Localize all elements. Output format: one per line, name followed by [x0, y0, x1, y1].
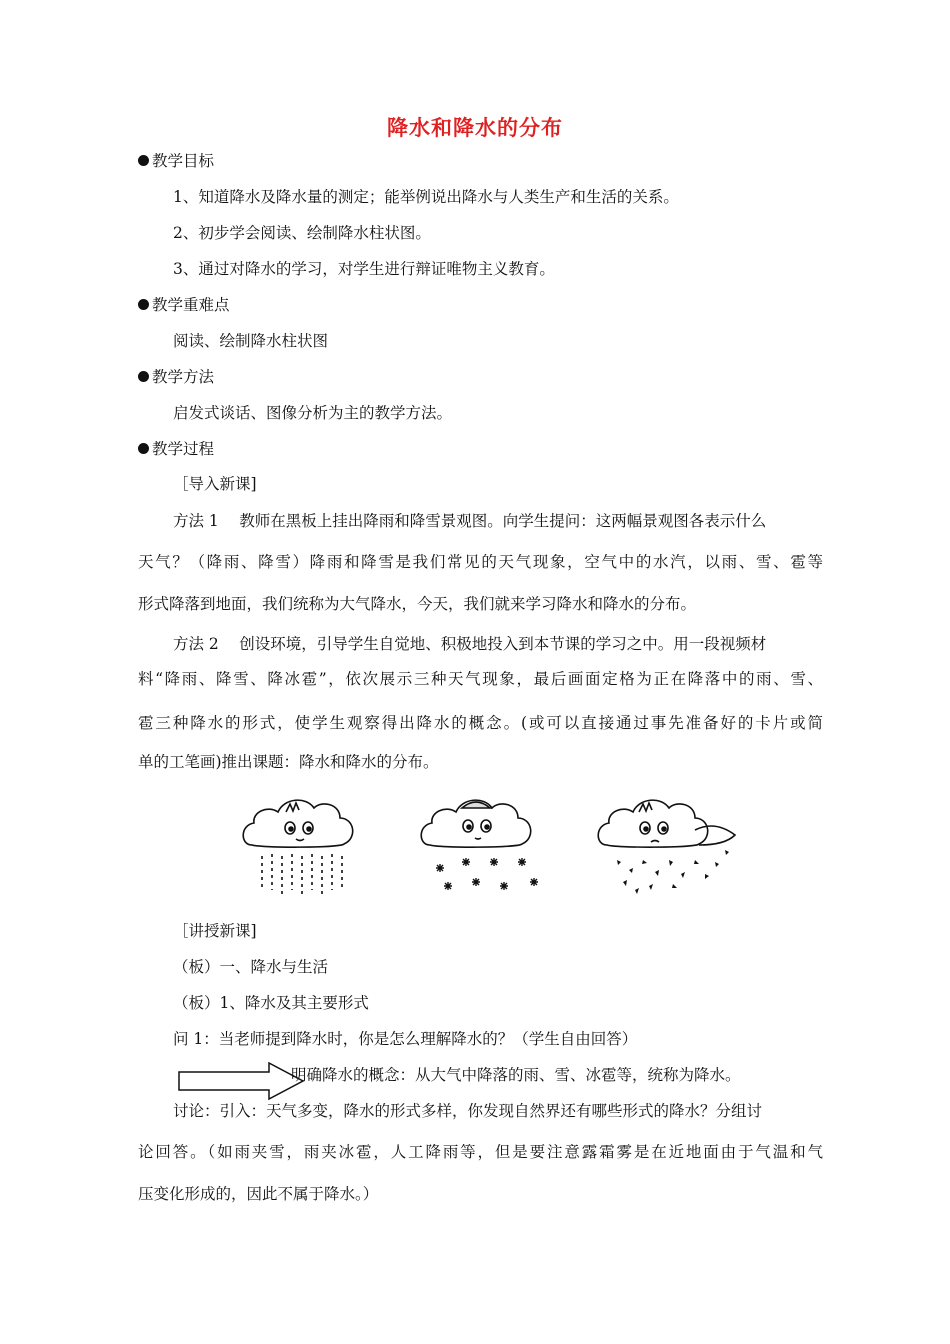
heading-methods-text: 教学方法: [152, 368, 215, 386]
heading-key-points-text: 教学重难点: [152, 296, 230, 314]
method1-line: 天气？（降雨、降雪）降雨和降雪是我们常见的天气现象，空气中的水汽，以雨、雪、雹等: [138, 553, 823, 571]
method2-line: 料“降雨、降雪、降冰雹”，依次展示三种天气现象，最后画面定格为正在降落中的雨、雪、: [138, 670, 823, 688]
heading-goals: [138, 151, 214, 171]
heading-process-text: 教学过程: [152, 440, 215, 458]
hail-cloud-icon: [598, 800, 735, 894]
key-points-text: 阅读、绘制降水柱状图: [173, 332, 329, 350]
method2-line: 单的工笔画)推出课题：降水和降水的分布。: [138, 753, 439, 771]
bullet-icon: [138, 371, 149, 382]
heading-key-points: [138, 295, 230, 315]
page-title: 降水和降水的分布: [387, 116, 563, 140]
heading-methods: [138, 367, 214, 387]
method2-line: 方法 2 创设环境，引导学生自觉地、积极地投入到本节课的学习之中。用一段视频材: [173, 635, 767, 653]
discussion-line: 论回答。（如雨夹雪，雨夹冰雹，人工降雨等，但是要注意露霜雾是在近地面由于气温和气: [138, 1143, 823, 1161]
snow-cloud-icon: [421, 800, 538, 890]
methods-text: 启发式谈话、图像分析为主的教学方法。: [173, 404, 453, 422]
rain-cloud-icon: [243, 800, 352, 894]
method1-line: 形式降落到地面，我们统称为大气降水，今天，我们就来学习降水和降水的分布。: [138, 595, 697, 613]
bullet-icon: [138, 155, 149, 166]
precipitation-clouds-illustration: [240, 790, 760, 905]
heading-goals-text: 教学目标: [152, 152, 215, 170]
goal-item: 3、通过对降水的学习，对学生进行辩证唯物主义教育。: [173, 260, 555, 278]
new-lesson-label: ［讲授新课]: [173, 922, 257, 940]
bullet-icon: [138, 299, 149, 310]
method1-line: 方法 1 教师在黑板上挂出降雨和降雪景观图。向学生提问：这两幅景观图各表示什么: [173, 512, 767, 530]
concept-line: 明确降水的概念：从大气中降落的雨、雪、冰雹等，统称为降水。: [291, 1066, 741, 1084]
board-line: （板）1、降水及其主要形式: [173, 994, 369, 1012]
right-arrow-icon: [177, 1062, 307, 1100]
discussion-line: 讨论：引入：天气多变，降水的形式多样，你发现自然界还有哪些形式的降水？分组讨: [173, 1102, 763, 1120]
intro-label: ［导入新课]: [173, 475, 257, 493]
discussion-line: 压变化形成的，因此不属于降水。）: [138, 1185, 379, 1203]
method2-line: 雹三种降水的形式，使学生观察得出降水的概念。(或可以直接通过事先准备好的卡片或简: [138, 714, 823, 732]
goal-item: 1、知道降水及降水量的测定；能举例说出降水与人类生产和生活的关系。: [173, 188, 679, 206]
board-line: （板）一、降水与生活: [173, 958, 329, 976]
bullet-icon: [138, 443, 149, 454]
goal-item: 2、初步学会阅读、绘制降水柱状图。: [173, 224, 431, 242]
heading-process: [138, 439, 214, 459]
question-line: 问 1：当老师提到降水时，你是怎么理解降水的？（学生自由回答）: [173, 1030, 638, 1048]
